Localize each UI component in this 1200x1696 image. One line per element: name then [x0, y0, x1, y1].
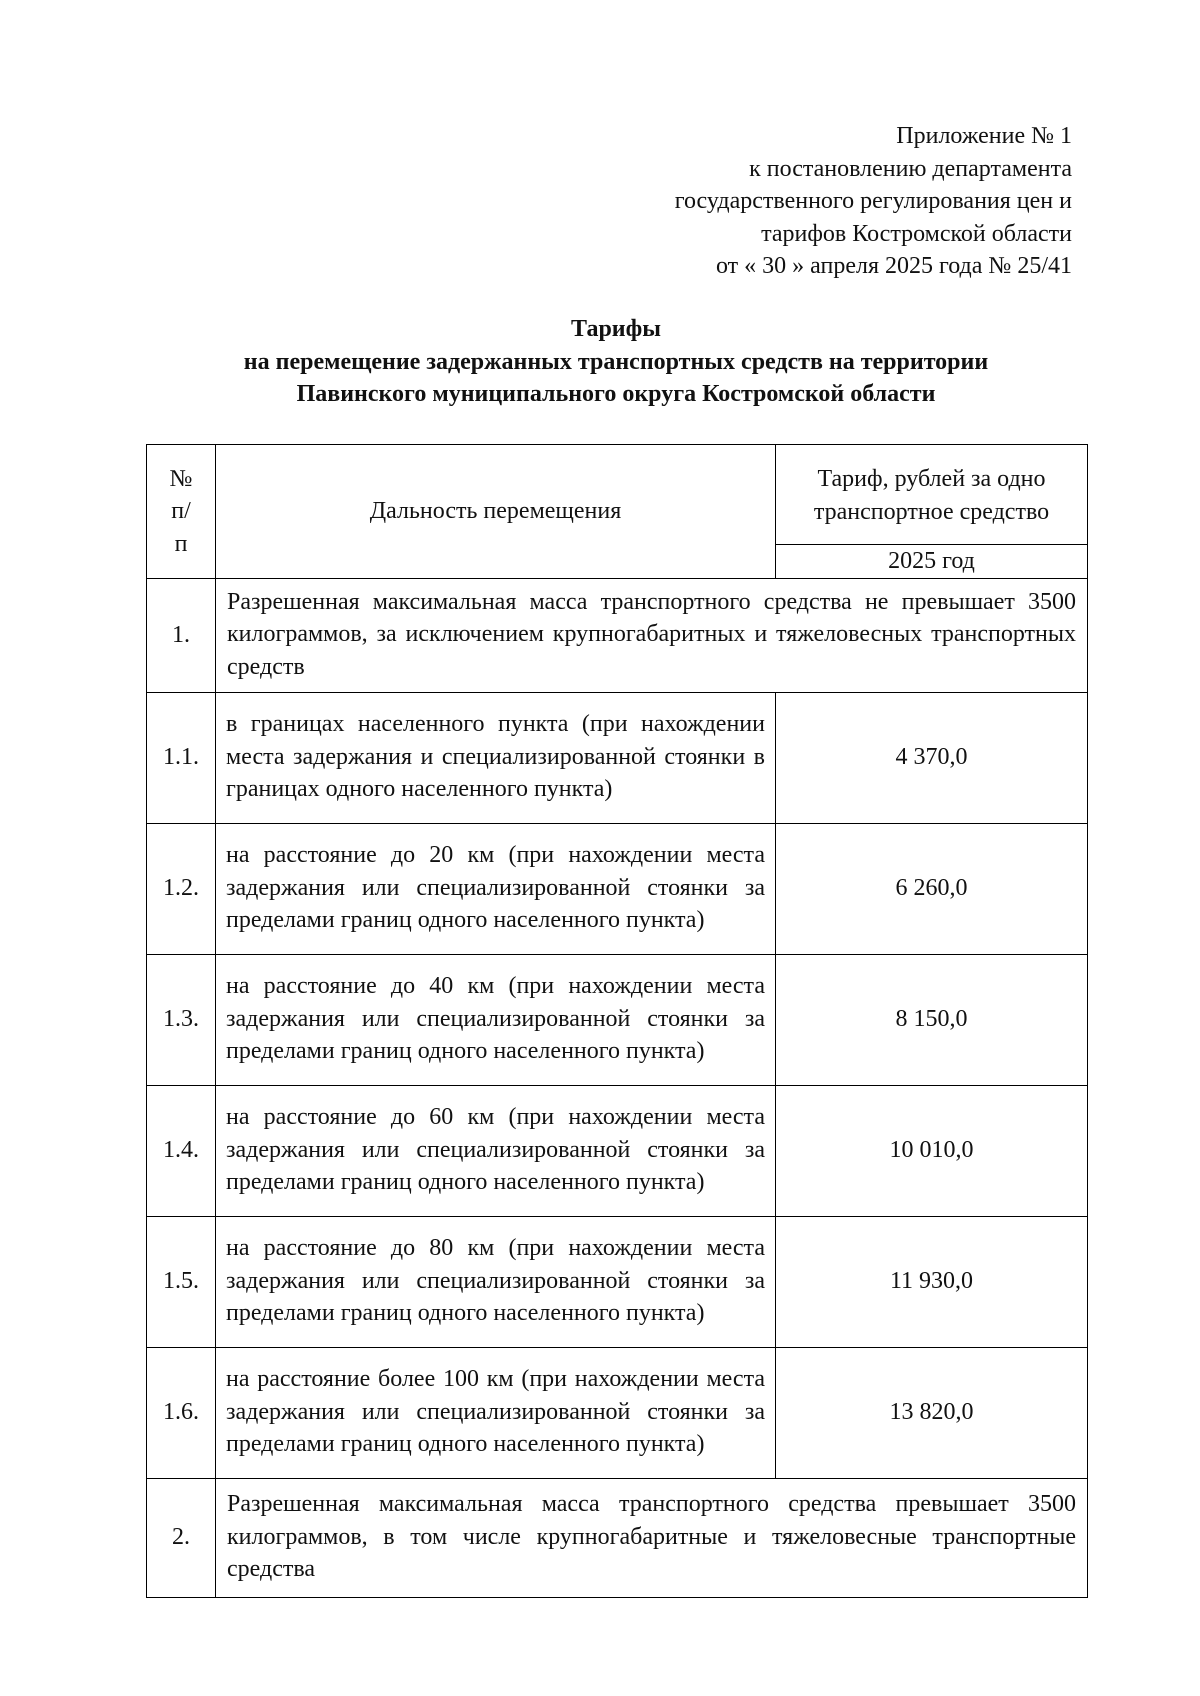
- table-row: [147, 1216, 1088, 1347]
- row-num: 1.1.: [147, 692, 216, 823]
- appendix-line: тарифов Костромской области: [761, 220, 1072, 247]
- table-row: [147, 823, 1088, 954]
- section-num: 2.: [147, 1478, 216, 1597]
- appendix-line: от « 30 » апреля 2025 года № 25/41: [715, 253, 1072, 279]
- title-line: Павинского муниципального округа Костромской области: [296, 381, 936, 407]
- appendix-line: к постановлению департамента: [749, 155, 1072, 182]
- section-num: 1.: [147, 578, 216, 692]
- section-text: Разрешенная максимальная масса транспортного средства не превышает 3500 килограммов, за исключением крупногабаритных и тяжеловесных транспортных средств: [216, 578, 1088, 692]
- row-distance: на расстояние более 100 км (при нахождении места задержания или специализированной стоянки за пределами границ одного населенного пункта): [216, 1347, 776, 1478]
- row-num: 1.4.: [147, 1085, 216, 1216]
- table-row: [147, 1085, 1088, 1216]
- row-tariff-value: 13 820,0: [776, 1347, 1088, 1478]
- row-num: 1.6.: [147, 1347, 216, 1478]
- table-section-row: [147, 578, 1088, 692]
- row-tariff-value: 11 930,0: [776, 1216, 1088, 1347]
- table-row: [147, 1347, 1088, 1478]
- row-distance: на расстояние до 20 км (при нахождении места задержания или специализированной стоянки за пределами границ одного населенного пункта): [216, 823, 776, 954]
- header-num: № п/п: [147, 445, 216, 579]
- row-num: 1.5.: [147, 1216, 216, 1347]
- title-line: на перемещение задержанных транспортных средств на территории: [243, 348, 989, 375]
- document-title: [146, 313, 1086, 411]
- row-tariff-value: 6 260,0: [776, 823, 1088, 954]
- header-distance: Дальность перемещения: [216, 445, 776, 579]
- table-header-row: [147, 445, 1088, 545]
- header-tariff: Тариф, рублей за одно транспортное средство: [776, 445, 1088, 545]
- row-distance: на расстояние до 40 км (при нахождении места задержания или специализированной стоянки за пределами границ одного населенного пункта): [216, 954, 776, 1085]
- row-distance: на расстояние до 80 км (при нахождении места задержания или специализированной стоянки за пределами границ одного населенного пункта): [216, 1216, 776, 1347]
- table-row: [147, 692, 1088, 823]
- row-tariff-value: 10 010,0: [776, 1085, 1088, 1216]
- row-tariff-value: 4 370,0: [776, 692, 1088, 823]
- table-section-row: [147, 1478, 1088, 1597]
- row-tariff-value: 8 150,0: [776, 954, 1088, 1085]
- tariff-table: [146, 444, 1088, 1598]
- table-row: [147, 954, 1088, 1085]
- row-num: 1.3.: [147, 954, 216, 1085]
- row-distance: на расстояние до 60 км (при нахождении места задержания или специализированной стоянки за пределами границ одного населенного пункта): [216, 1085, 776, 1216]
- appendix-line: Приложение № 1: [896, 123, 1072, 149]
- appendix-line: государственного регулирования цен и: [674, 188, 1072, 214]
- row-distance: в границах населенного пункта (при нахождении места задержания и специализированной стоянки в границах одного населенного пункта): [216, 692, 776, 823]
- row-num: 1.2.: [147, 823, 216, 954]
- header-year: 2025 год: [776, 545, 1088, 579]
- title-line: Тарифы: [571, 316, 661, 342]
- appendix-block: [675, 120, 1072, 283]
- section-text: Разрешенная максимальная масса транспортного средства превышает 3500 килограммов, в том числе крупногабаритные и тяжеловесные транспортные средства: [216, 1478, 1088, 1597]
